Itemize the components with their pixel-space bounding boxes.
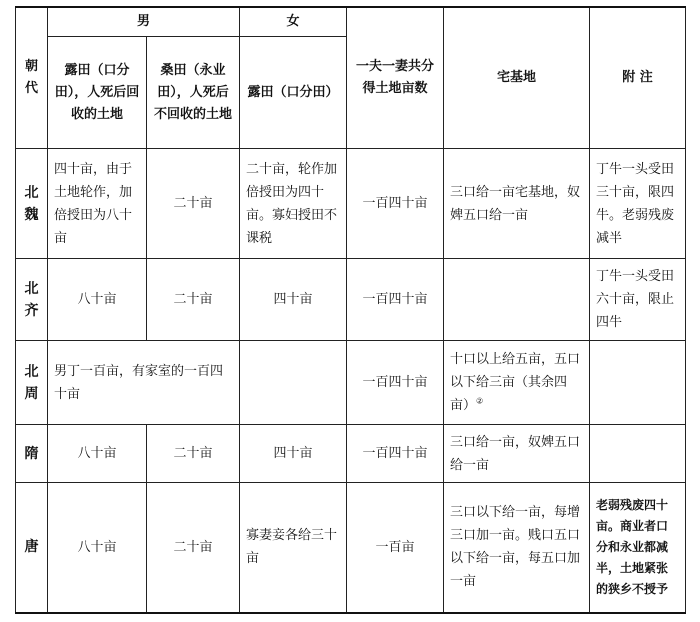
- male-lutian-cell: 四十亩，由于土地轮作，加倍授田为八十亩: [48, 149, 147, 259]
- footnote-marker: ②: [476, 396, 484, 406]
- homestead-cell: 三口以下给一亩，每增三口加一亩。贱口五口以下给一亩，每五口加一亩: [444, 483, 590, 613]
- header-male: 男: [48, 7, 240, 37]
- notes-cell: [590, 341, 686, 425]
- homestead-cell: 三口给一亩，奴婢五口给一亩: [444, 425, 590, 483]
- table-row: [16, 259, 686, 341]
- table-row: [16, 425, 686, 483]
- header-homestead: 宅基地: [444, 7, 590, 149]
- header-female-lutian: 露田（口分田）: [240, 37, 347, 149]
- homestead-cell: 三口给一亩宅基地，奴婢五口给一亩: [444, 149, 590, 259]
- header-male-lutian: 露田（口分田），人死后回收的土地: [48, 37, 147, 149]
- male-sangtian-cell: 二十亩: [147, 149, 240, 259]
- notes-cell: 丁牛一头受田六十亩，限止四牛: [590, 259, 686, 341]
- male-combined-cell: 男丁一百亩，有家室的一百四十亩: [48, 341, 240, 425]
- header-notes: 附 注: [590, 7, 686, 149]
- table-row: [16, 483, 686, 613]
- dynasty-cell: 隋: [16, 425, 48, 483]
- homestead-cell: [444, 259, 590, 341]
- homestead-cell: [444, 341, 590, 425]
- male-sangtian-cell: 二十亩: [147, 425, 240, 483]
- homestead-text: 十口以上给五亩，五口以下给三亩（其余四亩）: [450, 352, 581, 413]
- dynasty-cell: 北魏: [16, 149, 48, 259]
- header-male-sangtian: 桑田（永业田），人死后不回收的土地: [147, 37, 240, 149]
- female-lutian-cell: 寡妻妾各给三十亩: [240, 483, 347, 613]
- notes-cell: 老弱残废四十亩。商业者口分和永业都减半，土地紧张的狭乡不授予: [590, 483, 686, 613]
- couple-total-cell: 一百亩: [347, 483, 444, 613]
- couple-total-cell: 一百四十亩: [347, 149, 444, 259]
- male-sangtian-cell: 二十亩: [147, 483, 240, 613]
- notes-cell: 丁牛一头受田三十亩，限四牛。老弱残废减半: [590, 149, 686, 259]
- dynasty-cell: 唐: [16, 483, 48, 613]
- header-dynasty: 朝代: [16, 7, 48, 149]
- header-row-1: [16, 7, 686, 37]
- header-female: 女: [240, 7, 347, 37]
- dynasty-cell: 北齐: [16, 259, 48, 341]
- male-lutian-cell: 八十亩: [48, 259, 147, 341]
- table-row: [16, 149, 686, 259]
- land-equalization-table: [15, 6, 686, 614]
- female-lutian-cell: 四十亩: [240, 425, 347, 483]
- male-sangtian-cell: 二十亩: [147, 259, 240, 341]
- document-page: [15, 6, 685, 614]
- notes-cell: [590, 425, 686, 483]
- couple-total-cell: 一百四十亩: [347, 425, 444, 483]
- header-couple-total: 一夫一妻共分得土地亩数: [347, 7, 444, 149]
- couple-total-cell: 一百四十亩: [347, 259, 444, 341]
- male-lutian-cell: 八十亩: [48, 425, 147, 483]
- female-lutian-cell: 二十亩，轮作加倍授田为四十亩。寡妇授田不课税: [240, 149, 347, 259]
- table-row: [16, 341, 686, 425]
- female-lutian-cell: [240, 341, 347, 425]
- male-lutian-cell: 八十亩: [48, 483, 147, 613]
- dynasty-cell: 北周: [16, 341, 48, 425]
- couple-total-cell: 一百四十亩: [347, 341, 444, 425]
- female-lutian-cell: 四十亩: [240, 259, 347, 341]
